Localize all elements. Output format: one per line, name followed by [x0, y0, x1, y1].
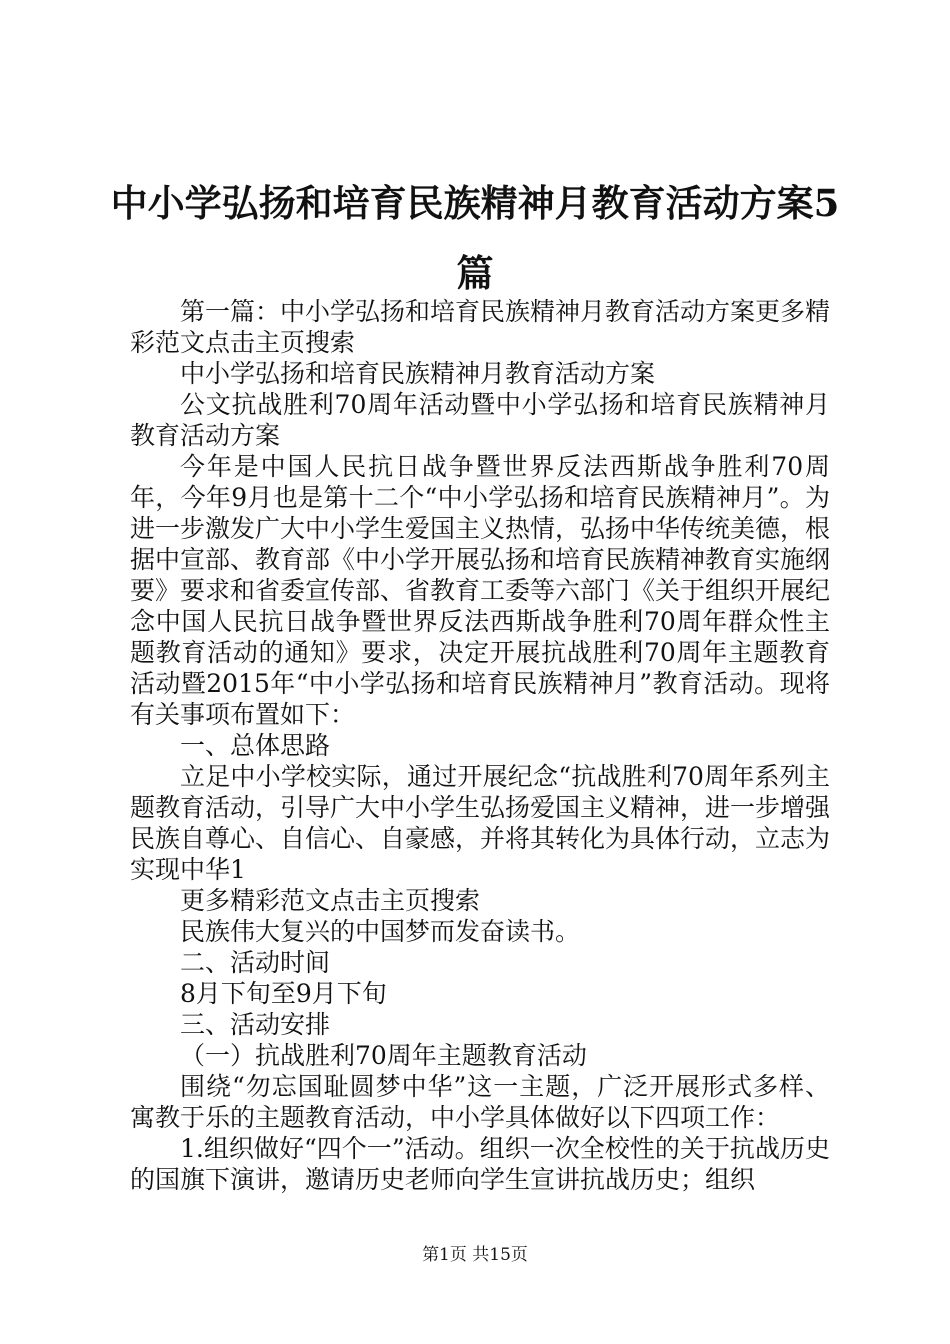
paragraph: 第一篇：中小学弘扬和培育民族精神月教育活动方案更多精彩范文点击主页搜索	[130, 297, 831, 357]
document-title: 中小学弘扬和培育民族精神月教育活动方案5篇	[110, 181, 840, 295]
subsection-heading: （一）抗战胜利70周年主题教育活动	[180, 1041, 587, 1070]
section-heading: 二、活动时间	[180, 948, 331, 977]
paragraph: 8月下旬至9月下旬	[180, 979, 387, 1008]
paragraph: 更多精彩范文点击主页搜索	[180, 886, 481, 915]
paragraph: 公文抗战胜利70周年活动暨中小学弘扬和培育民族精神月教育活动方案	[130, 390, 830, 450]
page-footer: 第1页 共15页	[422, 1245, 528, 1265]
paragraph: 立足中小学校实际，通过开展纪念“抗战胜利70周年系列主题教育活动，引导广大中小学生弘扬爱国主义精神，进一步增强民族自尊心、自信心、自豪感，并将其转化为具体行动，立志为实现中华1	[130, 762, 831, 884]
paragraph: 民族伟大复兴的中国梦而发奋读书。	[180, 917, 581, 946]
paragraph: 中小学弘扬和培育民族精神月教育活动方案	[180, 359, 656, 388]
section-heading: 一、总体思路	[180, 731, 331, 760]
paragraph: 围绕“勿忘国耻圆梦中华”这一主题，广泛开展形式多样、寓教于乐的主题教育活动，中小学具体做好以下四项工作：	[130, 1072, 830, 1132]
paragraph: 1.组织做好“四个一”活动。组织一次全校性的关于抗战历史的国旗下演讲，邀请历史老师向学生宣讲抗战历史；组织	[130, 1134, 830, 1194]
document-body	[130, 296, 830, 1195]
section-heading: 三、活动安排	[180, 1010, 331, 1039]
paragraph: 今年是中国人民抗日战争暨世界反法西斯战争胜利70周年，今年9月也是第十二个“中小学弘扬和培育民族精神月”。为进一步激发广大中小学生爱国主义热情，弘扬中华传统美德，根据中宣部、教育部《中小学开展弘扬和培育民族精神教育实施纲要》要求和省委宣传部、省教育工委等六部门《关于组织开展纪念中国人民抗日战争暨世界反法西斯战争胜利70周年群众性主题教育活动的通知》要求，决定开展抗战胜利70周年主题教育活动暨2015年“中小学弘扬和培育民族精神月”教育活动。现将有关事项布置如下：	[130, 452, 831, 729]
